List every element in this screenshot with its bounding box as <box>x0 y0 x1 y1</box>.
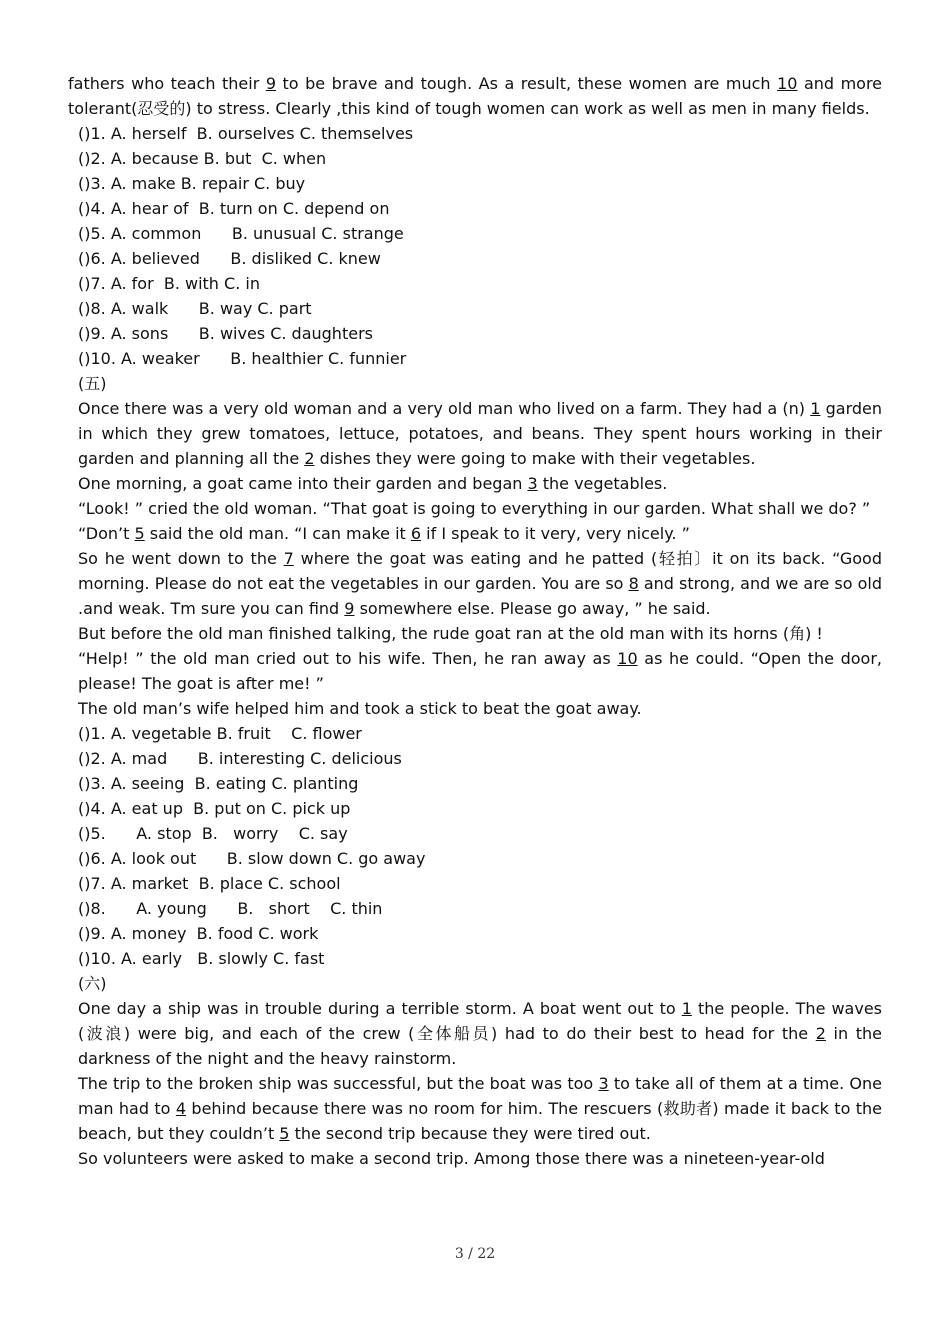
blank-number: 10 <box>617 649 638 668</box>
blank-number: 10 <box>777 74 798 93</box>
passage-4-questions <box>68 121 882 371</box>
passage-text: where the goat was eating and he patted (轻拍〕it on its back. “Good morning. Please do not eat the vegetables in our garden. You are so <box>78 549 883 593</box>
blank-number: 2 <box>815 1024 826 1043</box>
passage-text: and more tolerant(忍受的) to stress. Clearly ,this kind of tough women can work as well as men in many fields. <box>68 74 883 118</box>
question-option-line: ()9. A. sons B. wives C. daughters <box>78 324 373 343</box>
question-option-line: ()6. A. look out B. slow down C. go away <box>78 849 426 868</box>
passage-text: the second trip because they were tired out. <box>289 1124 651 1143</box>
passage-text: to be brave and tough. As a result, these women are much <box>276 74 778 93</box>
passage-text: and strong, and we are so old .and weak. Tm sure you can find <box>78 574 882 618</box>
passage-5-questions <box>68 721 882 971</box>
passage-text: fathers who teach their <box>68 74 266 93</box>
blank-number: 8 <box>628 574 639 593</box>
question-option-line: ()4. A. eat up B. put on C. pick up <box>78 799 351 818</box>
passage-5-text <box>68 396 882 721</box>
passage-text: said the old man. “I can make it <box>144 524 411 543</box>
passage-text: as he could. “Open the door, please! The goat is after me! ” <box>78 649 882 693</box>
paragraph <box>68 646 882 696</box>
question-option-line: ()5. A. stop B. worry C. say <box>78 824 348 843</box>
question-option-line: ()5. A. common B. unusual C. strange <box>78 224 404 243</box>
blank-number: 1 <box>810 399 821 418</box>
paragraph <box>68 521 882 546</box>
question-option-line: ()9. A. money B. food C. work <box>78 924 319 943</box>
paragraph <box>68 546 882 621</box>
document-page <box>68 71 882 1171</box>
passage-6-text <box>68 996 882 1171</box>
passage-text: But before the old man finished talking, the rude goat ran at the old man with its horns (角) ! <box>78 624 823 643</box>
passage-text: One day a ship was in trouble during a terrible storm. A boat went out to <box>78 999 682 1018</box>
paragraph <box>68 471 882 496</box>
blank-number: 2 <box>304 449 315 468</box>
passage-text: if I speak to it very, very nicely. ” <box>421 524 690 543</box>
paragraph <box>68 621 882 646</box>
passage-text: So volunteers were asked to make a second trip. Among those there was a nineteen-year-old <box>78 1149 825 1168</box>
question-option-line: ()6. A. believed B. disliked C. knew <box>78 249 381 268</box>
passage-text: The old man’s wife helped him and took a stick to beat the goat away. <box>78 699 642 718</box>
passage-text: to take all of them at a time. One man had to <box>78 1074 883 1118</box>
passage-text: somewhere else. Please go away, ” he said. <box>354 599 711 618</box>
page-number: 3 / 22 <box>454 1246 496 1262</box>
passage-text: the vegetables. <box>537 474 668 493</box>
passage-text: the people. The waves (波浪) were big, and each of the crew (全体船员) had to do their best to head for the <box>78 999 883 1043</box>
passage-text: garden in which they grew tomatoes, lettuce, potatoes, and beans. They spent hours working in their garden and planning all the <box>78 399 883 468</box>
passage-4-ending <box>68 71 882 121</box>
question-option-line: ()7. A. for B. with C. in <box>78 274 260 293</box>
blank-number: 3 <box>598 1074 609 1093</box>
paragraph <box>68 696 882 721</box>
blank-number: 5 <box>279 1124 290 1143</box>
blank-number: 4 <box>175 1099 187 1118</box>
question-option-line: ()1. A. herself B. ourselves C. themselves <box>78 124 414 143</box>
passage-text: behind because there was no room for him. The rescuers (救助者) made it back to the beach, but they couldn’t <box>78 1099 882 1143</box>
paragraph <box>68 496 882 521</box>
passage-text: One morning, a goat came into their garden and began <box>78 474 528 493</box>
question-option-line: ()3. A. seeing B. eating C. planting <box>78 774 359 793</box>
question-option-line: ()10. A. early B. slowly C. fast <box>78 949 325 968</box>
paragraph <box>68 1146 882 1171</box>
blank-number: 5 <box>134 524 145 543</box>
passage-text: in the darkness of the night and the heavy rainstorm. <box>78 1024 882 1068</box>
paragraph <box>68 396 882 471</box>
passage-text: Once there was a very old woman and a very old man who lived on a farm. They had a (n) <box>78 399 811 418</box>
question-option-line: ()8. A. young B. short C. thin <box>78 899 383 918</box>
question-option-line: ()3. A. make B. repair C. buy <box>78 174 306 193</box>
section-6-heading: (六) <box>78 974 107 993</box>
blank-number: 6 <box>410 524 422 543</box>
blank-number: 1 <box>681 999 692 1018</box>
question-option-line: ()1. A. vegetable B. fruit C. flower <box>78 724 362 743</box>
passage-text: “Don’t <box>78 524 135 543</box>
paragraph <box>68 1071 882 1146</box>
blank-number: 7 <box>283 549 294 568</box>
passage-text: “Look! ” cried the old woman. “That goat is going to everything in our garden. What shall we do? ” <box>78 499 871 518</box>
blank-number: 9 <box>344 599 355 618</box>
question-option-line: ()4. A. hear of B. turn on C. depend on <box>78 199 390 218</box>
passage-text: dishes they were going to make with their vegetables. <box>314 449 756 468</box>
question-option-line: ()2. A. because B. but C. when <box>78 149 327 168</box>
question-option-line: ()8. A. walk B. way C. part <box>78 299 312 318</box>
blank-number: 9 <box>265 74 276 93</box>
question-option-line: ()10. A. weaker B. healthier C. funnier <box>78 349 407 368</box>
passage-text: “Help! ” the old man cried out to his wife. Then, he ran away as <box>78 649 618 668</box>
question-option-line: ()7. A. market B. place C. school <box>78 874 341 893</box>
blank-number: 3 <box>527 474 538 493</box>
passage-text: So he went down to the <box>78 549 284 568</box>
question-option-line: ()2. A. mad B. interesting C. delicious <box>78 749 402 768</box>
paragraph <box>68 996 882 1071</box>
section-5-heading: (五) <box>78 374 107 393</box>
passage-text: The trip to the broken ship was successful, but the boat was too <box>78 1074 599 1093</box>
